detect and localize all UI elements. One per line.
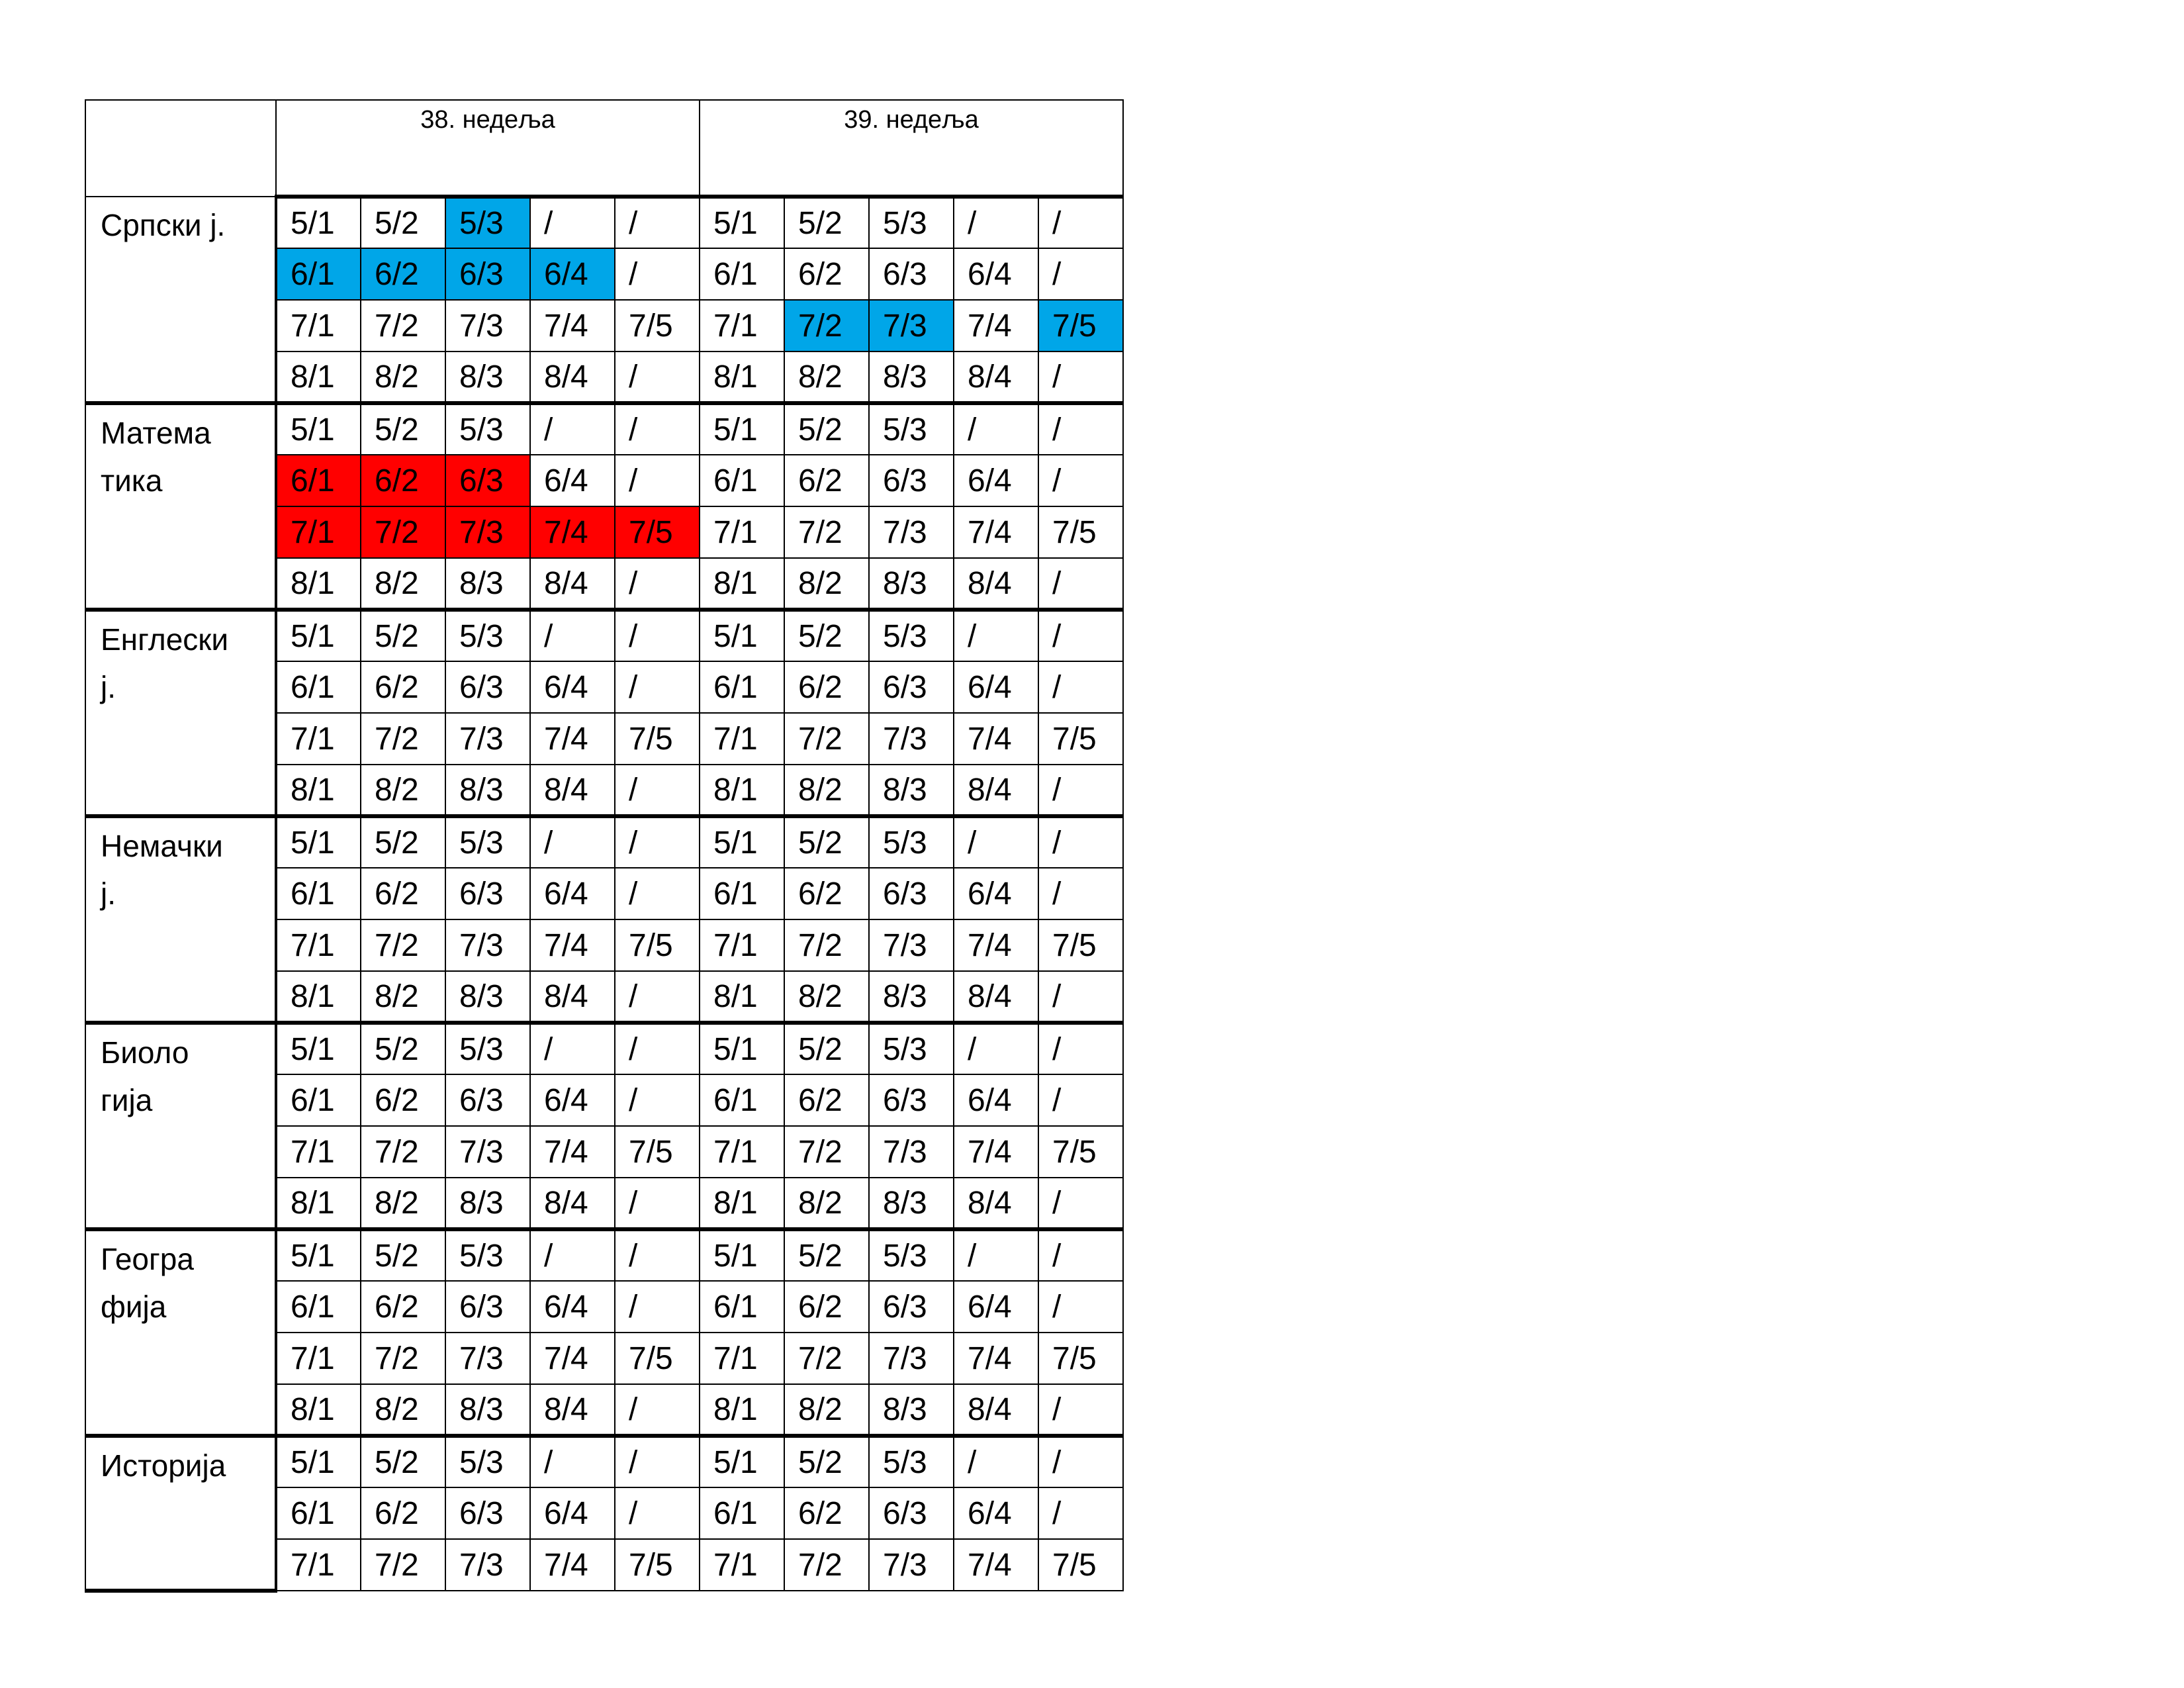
schedule-table — [85, 99, 1124, 1593]
class-cell: 7/3 — [445, 506, 530, 558]
class-cell: 7/2 — [361, 919, 445, 971]
class-cell: 6/3 — [445, 868, 530, 919]
class-cell: 8/3 — [445, 1384, 530, 1436]
class-cell: 6/4 — [530, 455, 615, 506]
class-cell: 8/3 — [445, 352, 530, 403]
class-cell: 8/1 — [276, 352, 361, 403]
class-cell: 7/3 — [445, 713, 530, 765]
subject-label: Геогра фија — [85, 1229, 276, 1436]
class-cell: / — [615, 868, 700, 919]
class-cell: 7/3 — [445, 1333, 530, 1384]
class-cell: 7/5 — [1038, 713, 1123, 765]
class-cell: 8/2 — [784, 558, 869, 610]
class-cell: 7/3 — [869, 1333, 954, 1384]
class-cell: 5/3 — [869, 816, 954, 868]
class-cell: 7/4 — [954, 1126, 1038, 1178]
class-cell: / — [954, 816, 1038, 868]
class-cell: 8/1 — [700, 1178, 784, 1229]
class-cell: 7/4 — [530, 506, 615, 558]
class-cell: 6/4 — [530, 1281, 615, 1333]
class-cell: 6/4 — [954, 868, 1038, 919]
table-row — [85, 403, 1123, 455]
class-cell: 5/3 — [445, 403, 530, 455]
class-cell: 6/3 — [445, 248, 530, 300]
class-cell: 7/3 — [445, 300, 530, 352]
class-cell: / — [615, 197, 700, 248]
class-cell: 8/1 — [276, 971, 361, 1023]
class-cell: 6/3 — [869, 1281, 954, 1333]
class-cell: 7/2 — [361, 1539, 445, 1591]
class-cell: 7/3 — [445, 1126, 530, 1178]
class-cell: 6/2 — [784, 248, 869, 300]
class-cell: / — [615, 1384, 700, 1436]
class-cell: 7/5 — [615, 1539, 700, 1591]
class-cell: 8/4 — [954, 971, 1038, 1023]
class-cell: 6/1 — [276, 1487, 361, 1539]
class-cell: / — [530, 403, 615, 455]
class-cell: 8/4 — [530, 558, 615, 610]
class-cell: 5/2 — [361, 403, 445, 455]
class-cell: 6/3 — [445, 455, 530, 506]
class-cell: 8/2 — [784, 765, 869, 816]
class-cell: / — [530, 1436, 615, 1487]
class-cell: 5/2 — [784, 1229, 869, 1281]
class-cell: 5/2 — [361, 816, 445, 868]
subject-label: Енглески ј. — [85, 610, 276, 816]
class-cell: 8/2 — [784, 1178, 869, 1229]
class-cell: 7/4 — [954, 1539, 1038, 1591]
class-cell: 6/2 — [784, 455, 869, 506]
table-row — [85, 816, 1123, 868]
class-cell: / — [1038, 248, 1123, 300]
class-cell: 8/1 — [276, 1178, 361, 1229]
class-cell: / — [615, 455, 700, 506]
subject-label: Историја — [85, 1436, 276, 1591]
class-cell: / — [954, 1229, 1038, 1281]
class-cell: 7/3 — [445, 919, 530, 971]
subject-label: Српски ј. — [85, 197, 276, 403]
class-cell: / — [1038, 1023, 1123, 1074]
class-cell: 7/2 — [784, 1539, 869, 1591]
class-cell: 5/1 — [700, 1023, 784, 1074]
class-cell: 7/5 — [1038, 919, 1123, 971]
class-cell: 8/3 — [869, 1178, 954, 1229]
class-cell: / — [1038, 868, 1123, 919]
class-cell: 7/2 — [784, 1333, 869, 1384]
class-cell: 7/2 — [361, 1126, 445, 1178]
class-cell: 7/4 — [954, 506, 1038, 558]
class-cell: 6/4 — [954, 455, 1038, 506]
class-cell: / — [1038, 971, 1123, 1023]
class-cell: 5/1 — [276, 197, 361, 248]
class-cell: 5/3 — [445, 1436, 530, 1487]
class-cell: 6/2 — [361, 1074, 445, 1126]
class-cell: 7/5 — [615, 1126, 700, 1178]
class-cell: 6/2 — [361, 455, 445, 506]
class-cell: 6/2 — [784, 1487, 869, 1539]
week-header-row — [85, 100, 1123, 197]
class-cell: / — [954, 610, 1038, 661]
class-cell: 5/3 — [869, 1229, 954, 1281]
class-cell: 8/2 — [361, 971, 445, 1023]
class-cell: 6/1 — [276, 455, 361, 506]
class-cell: 7/5 — [615, 506, 700, 558]
class-cell: 8/2 — [784, 352, 869, 403]
class-cell: 5/1 — [700, 197, 784, 248]
table-row — [85, 1229, 1123, 1281]
class-cell: / — [1038, 352, 1123, 403]
class-cell: 6/1 — [700, 1281, 784, 1333]
class-cell: 7/4 — [530, 1333, 615, 1384]
class-cell: / — [615, 816, 700, 868]
class-cell: 8/4 — [530, 765, 615, 816]
class-cell: 6/3 — [445, 1074, 530, 1126]
class-cell: 8/3 — [869, 558, 954, 610]
class-cell: 8/2 — [784, 1384, 869, 1436]
class-cell: 6/2 — [361, 868, 445, 919]
class-cell: 8/2 — [361, 1178, 445, 1229]
class-cell: 6/4 — [530, 1487, 615, 1539]
class-cell: / — [615, 1436, 700, 1487]
class-cell: 8/3 — [445, 971, 530, 1023]
class-cell: 5/1 — [700, 816, 784, 868]
class-cell: 6/1 — [700, 248, 784, 300]
subject-label: Немачки ј. — [85, 816, 276, 1023]
class-cell: / — [615, 1487, 700, 1539]
subject-label: Матема тика — [85, 403, 276, 610]
class-cell: 6/3 — [445, 1281, 530, 1333]
class-cell: 7/1 — [276, 1539, 361, 1591]
class-cell: / — [1038, 403, 1123, 455]
class-cell: / — [954, 197, 1038, 248]
class-cell: / — [615, 558, 700, 610]
class-cell: 7/5 — [1038, 300, 1123, 352]
class-cell: 7/4 — [530, 300, 615, 352]
class-cell: 8/1 — [276, 765, 361, 816]
class-cell: 5/2 — [361, 1436, 445, 1487]
class-cell: 5/1 — [276, 816, 361, 868]
class-cell: 6/3 — [869, 455, 954, 506]
class-cell: 5/2 — [361, 1023, 445, 1074]
class-cell: 8/4 — [530, 971, 615, 1023]
class-cell: 6/1 — [276, 1281, 361, 1333]
class-cell: / — [530, 197, 615, 248]
class-cell: 8/3 — [869, 352, 954, 403]
class-cell: 7/3 — [869, 1126, 954, 1178]
subject-label: Биоло гија — [85, 1023, 276, 1229]
class-cell: 6/4 — [530, 868, 615, 919]
class-cell: 8/2 — [784, 971, 869, 1023]
class-cell: 7/2 — [784, 919, 869, 971]
class-cell: 7/4 — [954, 713, 1038, 765]
class-cell: 8/1 — [700, 558, 784, 610]
class-cell: 5/1 — [700, 1229, 784, 1281]
class-cell: 7/2 — [784, 300, 869, 352]
class-cell: 6/4 — [954, 1281, 1038, 1333]
class-cell: 8/4 — [954, 1384, 1038, 1436]
class-cell: 7/5 — [1038, 1126, 1123, 1178]
class-cell: 8/3 — [869, 765, 954, 816]
class-cell: 5/3 — [445, 1023, 530, 1074]
class-cell: / — [530, 610, 615, 661]
class-cell: 6/1 — [700, 1487, 784, 1539]
class-cell: 6/3 — [869, 868, 954, 919]
class-cell: 7/1 — [700, 713, 784, 765]
class-cell: 6/2 — [361, 248, 445, 300]
class-cell: 7/1 — [276, 713, 361, 765]
class-cell: 6/3 — [869, 248, 954, 300]
class-cell: 5/2 — [784, 610, 869, 661]
class-cell: 6/1 — [276, 661, 361, 713]
class-cell: 5/2 — [784, 816, 869, 868]
class-cell: 5/3 — [869, 1436, 954, 1487]
class-cell: 6/4 — [530, 248, 615, 300]
class-cell: / — [1038, 455, 1123, 506]
class-cell: 7/5 — [615, 300, 700, 352]
class-cell: 5/2 — [784, 1436, 869, 1487]
class-cell: / — [615, 1178, 700, 1229]
class-cell: / — [615, 352, 700, 403]
class-cell: 8/4 — [530, 1384, 615, 1436]
class-cell: / — [615, 248, 700, 300]
class-cell: 8/4 — [530, 1178, 615, 1229]
class-cell: 7/3 — [445, 1539, 530, 1591]
class-cell: 7/2 — [361, 506, 445, 558]
class-cell: / — [530, 816, 615, 868]
class-cell: 8/1 — [700, 1384, 784, 1436]
class-cell: 7/4 — [954, 919, 1038, 971]
table-row — [85, 610, 1123, 661]
class-cell: 5/1 — [700, 403, 784, 455]
class-cell: 6/3 — [869, 1074, 954, 1126]
class-cell: 5/1 — [276, 1436, 361, 1487]
class-cell: 5/2 — [784, 1023, 869, 1074]
schedule-table-body — [85, 100, 1123, 1591]
class-cell: / — [615, 403, 700, 455]
class-cell: / — [615, 1281, 700, 1333]
class-cell: 7/3 — [869, 919, 954, 971]
class-cell: 8/3 — [445, 1178, 530, 1229]
class-cell: / — [615, 1023, 700, 1074]
class-cell: / — [1038, 1436, 1123, 1487]
class-cell: 7/2 — [361, 300, 445, 352]
class-cell: / — [615, 971, 700, 1023]
class-cell: 5/2 — [361, 610, 445, 661]
class-cell: 6/3 — [869, 661, 954, 713]
week-header-38: 38. недеља — [276, 100, 700, 197]
class-cell: 6/4 — [530, 1074, 615, 1126]
class-cell: / — [1038, 1384, 1123, 1436]
class-cell: 6/2 — [361, 1487, 445, 1539]
class-cell: 8/4 — [954, 352, 1038, 403]
week-header-39: 39. недеља — [700, 100, 1123, 197]
class-cell: 5/3 — [869, 403, 954, 455]
class-cell: 6/1 — [276, 248, 361, 300]
class-cell: 7/5 — [615, 1333, 700, 1384]
class-cell: 7/2 — [361, 713, 445, 765]
class-cell: 6/4 — [954, 248, 1038, 300]
class-cell: 7/1 — [276, 1126, 361, 1178]
class-cell: / — [615, 765, 700, 816]
class-cell: 7/5 — [1038, 506, 1123, 558]
class-cell: 7/5 — [1038, 1333, 1123, 1384]
class-cell: 8/2 — [361, 765, 445, 816]
class-cell: 8/1 — [700, 971, 784, 1023]
class-cell: 7/4 — [530, 713, 615, 765]
class-cell: 8/1 — [276, 1384, 361, 1436]
class-cell: 5/2 — [784, 403, 869, 455]
class-cell: 6/1 — [700, 868, 784, 919]
class-cell: / — [1038, 558, 1123, 610]
class-cell: 7/4 — [530, 919, 615, 971]
class-cell: / — [1038, 197, 1123, 248]
class-cell: 7/1 — [700, 1333, 784, 1384]
class-cell: 5/3 — [445, 816, 530, 868]
class-cell: 7/5 — [615, 713, 700, 765]
class-cell: 5/3 — [445, 1229, 530, 1281]
class-cell: 8/2 — [361, 352, 445, 403]
class-cell: 5/3 — [869, 1023, 954, 1074]
table-row — [85, 197, 1123, 248]
class-cell: / — [1038, 765, 1123, 816]
class-cell: 6/4 — [954, 1074, 1038, 1126]
class-cell: 6/1 — [700, 661, 784, 713]
class-cell: 8/3 — [869, 1384, 954, 1436]
class-cell: 8/4 — [954, 558, 1038, 610]
class-cell: 7/1 — [276, 919, 361, 971]
class-cell: 5/1 — [700, 1436, 784, 1487]
class-cell: 7/1 — [276, 1333, 361, 1384]
class-cell: 6/1 — [700, 1074, 784, 1126]
class-cell: 7/3 — [869, 506, 954, 558]
class-cell: 7/2 — [784, 506, 869, 558]
class-cell: 7/3 — [869, 713, 954, 765]
class-cell: 7/5 — [1038, 1539, 1123, 1591]
class-cell: / — [615, 1229, 700, 1281]
class-cell: 8/4 — [954, 1178, 1038, 1229]
class-cell: 7/2 — [361, 1333, 445, 1384]
class-cell: 5/2 — [361, 1229, 445, 1281]
class-cell: / — [1038, 1229, 1123, 1281]
class-cell: 7/4 — [954, 1333, 1038, 1384]
class-cell: / — [954, 1023, 1038, 1074]
class-cell: 5/3 — [869, 197, 954, 248]
class-cell: 5/3 — [445, 197, 530, 248]
class-cell: / — [1038, 661, 1123, 713]
class-cell: 6/1 — [700, 455, 784, 506]
class-cell: 5/1 — [276, 1023, 361, 1074]
class-cell: / — [1038, 1487, 1123, 1539]
class-cell: 7/4 — [530, 1539, 615, 1591]
table-row — [85, 1436, 1123, 1487]
class-cell: / — [615, 661, 700, 713]
class-cell: 7/2 — [784, 1126, 869, 1178]
class-cell: 8/4 — [530, 352, 615, 403]
class-cell: 6/4 — [954, 661, 1038, 713]
class-cell: 5/2 — [361, 197, 445, 248]
class-cell: 8/4 — [954, 765, 1038, 816]
class-cell: 7/2 — [784, 713, 869, 765]
class-cell: 5/1 — [276, 403, 361, 455]
class-cell: 7/5 — [615, 919, 700, 971]
class-cell: / — [954, 1436, 1038, 1487]
class-cell: 8/1 — [700, 352, 784, 403]
table-row — [85, 1023, 1123, 1074]
class-cell: 6/2 — [361, 1281, 445, 1333]
class-cell: 6/2 — [784, 661, 869, 713]
class-cell: 7/1 — [276, 506, 361, 558]
class-cell: 6/3 — [445, 661, 530, 713]
class-cell: 6/4 — [954, 1487, 1038, 1539]
class-cell: 6/1 — [276, 1074, 361, 1126]
class-cell: 8/3 — [445, 558, 530, 610]
class-cell: / — [615, 1074, 700, 1126]
class-cell: / — [1038, 816, 1123, 868]
class-cell: / — [530, 1023, 615, 1074]
class-cell: / — [615, 610, 700, 661]
class-cell: 7/1 — [700, 1126, 784, 1178]
class-cell: 6/1 — [276, 868, 361, 919]
class-cell: 7/1 — [276, 300, 361, 352]
class-cell: 8/1 — [276, 558, 361, 610]
class-cell: 7/1 — [700, 506, 784, 558]
class-cell: 7/3 — [869, 300, 954, 352]
class-cell: 8/3 — [445, 765, 530, 816]
class-cell: 5/3 — [869, 610, 954, 661]
class-cell: 6/2 — [784, 1281, 869, 1333]
class-cell: / — [1038, 610, 1123, 661]
class-cell: 8/1 — [700, 765, 784, 816]
class-cell: 6/2 — [784, 868, 869, 919]
class-cell: 7/3 — [869, 1539, 954, 1591]
class-cell: 7/4 — [954, 300, 1038, 352]
class-cell: 6/2 — [361, 661, 445, 713]
class-cell: 8/3 — [869, 971, 954, 1023]
class-cell: 7/1 — [700, 300, 784, 352]
corner-cell — [85, 100, 276, 197]
class-cell: 6/3 — [869, 1487, 954, 1539]
class-cell: 5/2 — [784, 197, 869, 248]
class-cell: 7/4 — [530, 1126, 615, 1178]
class-cell: / — [1038, 1178, 1123, 1229]
class-cell: 8/2 — [361, 558, 445, 610]
class-cell: / — [954, 403, 1038, 455]
class-cell: 5/1 — [700, 610, 784, 661]
class-cell: 5/1 — [276, 610, 361, 661]
class-cell: 6/4 — [530, 661, 615, 713]
class-cell: 6/2 — [784, 1074, 869, 1126]
class-cell: / — [1038, 1074, 1123, 1126]
class-cell: 5/3 — [445, 610, 530, 661]
class-cell: / — [1038, 1281, 1123, 1333]
class-cell: 8/2 — [361, 1384, 445, 1436]
class-cell: / — [530, 1229, 615, 1281]
class-cell: 5/1 — [276, 1229, 361, 1281]
class-cell: 7/1 — [700, 1539, 784, 1591]
class-cell: 6/3 — [445, 1487, 530, 1539]
class-cell: 7/1 — [700, 919, 784, 971]
